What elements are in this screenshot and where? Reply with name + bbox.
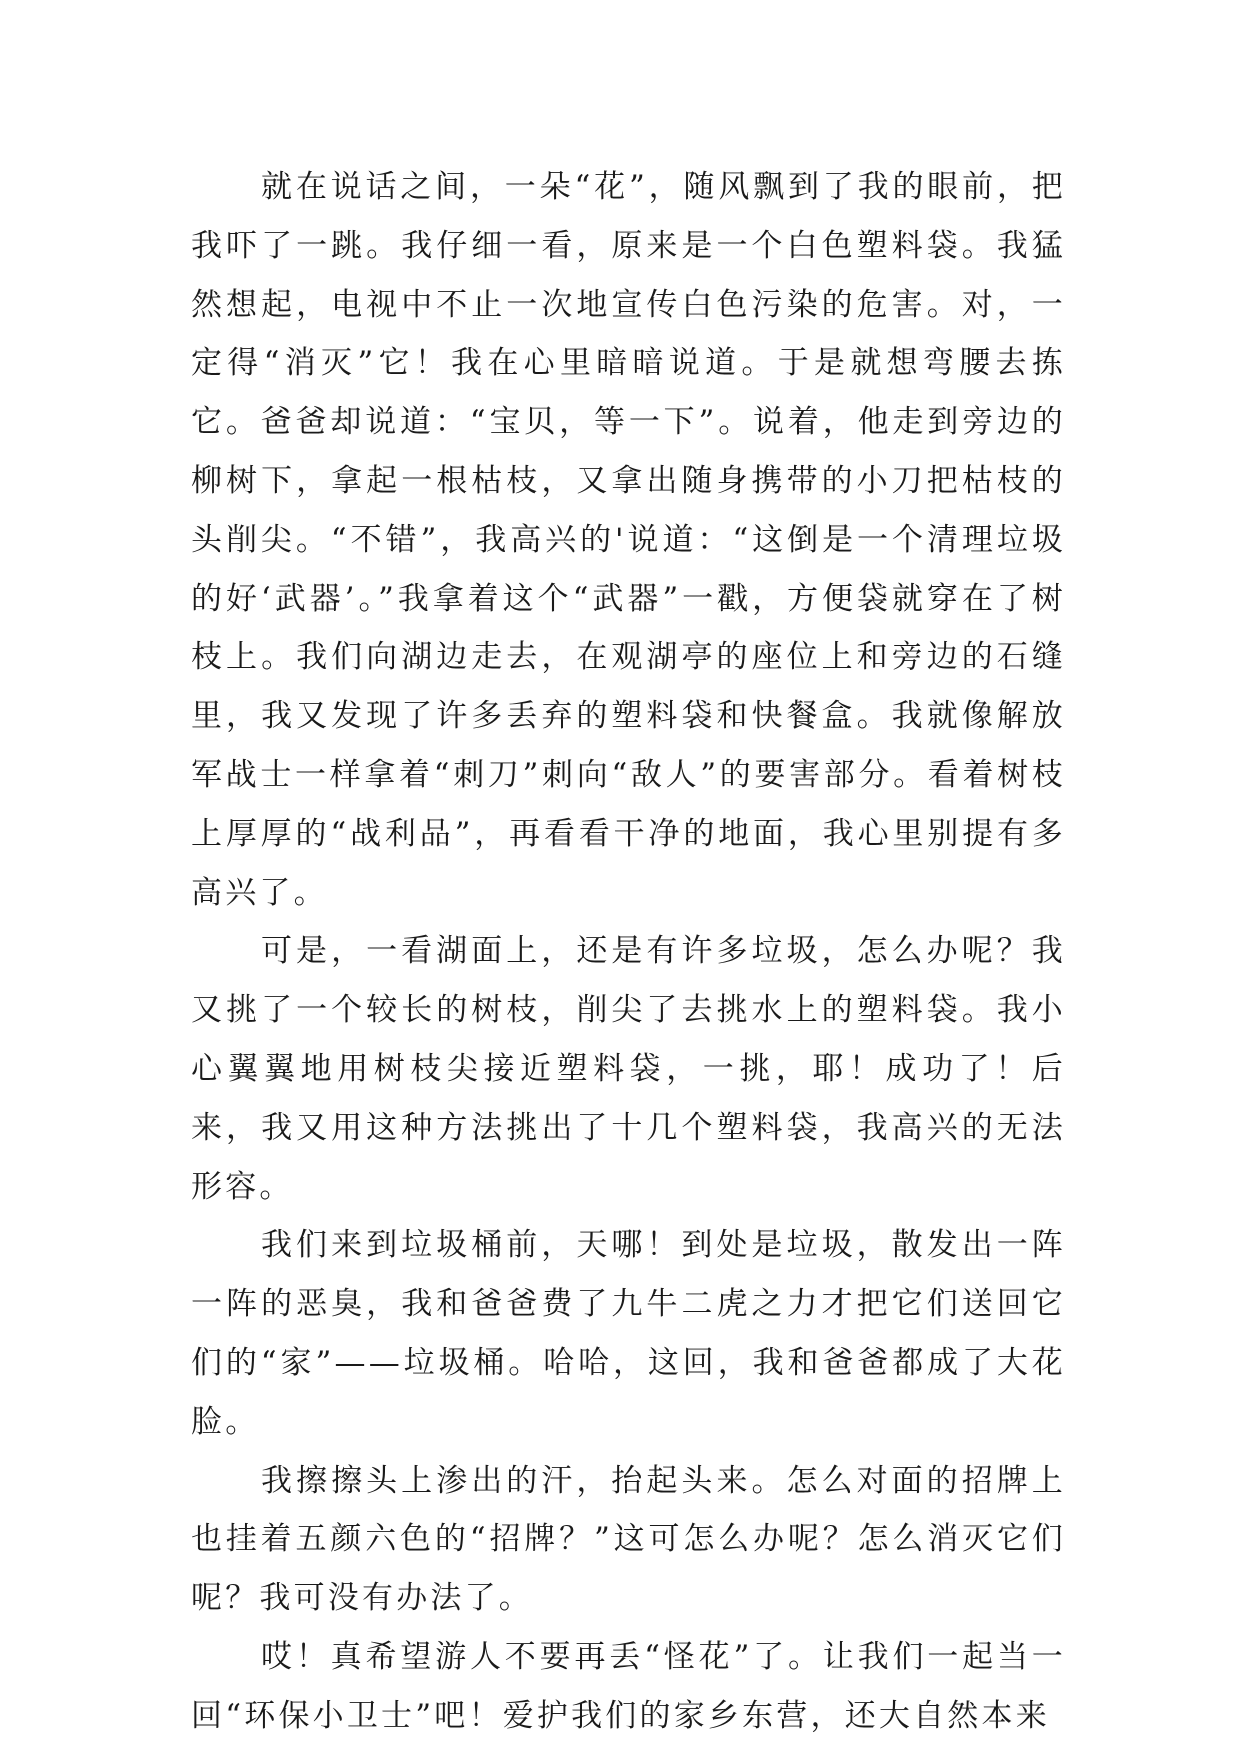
paragraph-4: 我擦擦头上渗出的汗，抬起头来。怎么对面的招牌上也挂着五颜六色的“招牌？”这可怎么办呢？怎么消灭它们呢？我可没有办法了。	[191, 1462, 1066, 1617]
paragraph-3: 我们来到垃圾桶前，天哪！到处是垃圾，散发出一阵一阵的恶臭，我和爸爸费了九牛二虎之力才把它们送回它们的“家”——垃圾桶。哈哈，这回，我和爸爸都成了大花脸。	[191, 1227, 1066, 1440]
paragraph-2: 可是，一看湖面上，还是有许多垃圾，怎么办呢？我又挑了一个较长的树枝，削尖了去挑水上的塑料袋。我小心翼翼地用树枝尖接近塑料袋，一挑，耶！成功了！后来，我又用这种方法挑出了十几个塑料袋，我高兴的无法形容。	[191, 933, 1066, 1205]
paragraph-5: 哎！真希望游人不要再丢“怪花”了。让我们一起当一回“环保小卫士”吧！爱护我们的家乡东营，还大自然本来	[191, 1638, 1066, 1734]
essay-body	[191, 158, 1066, 1746]
paragraph-1: 就在说话之间，一朵“花”，随风飘到了我的眼前，把我吓了一跳。我仔细一看，原来是一个白色塑料袋。我猛然想起，电视中不止一次地宣传白色污染的危害。对，一定得“消灭”它！我在心里暗暗说道。于是就想弯腰去拣它。爸爸却说道：“宝贝，等一下”。说着，他走到旁边的柳树下，拿起一根枯枝，又拿出随身携带的小刀把枯枝的头削尖。“不错”，我高兴的'说道：“这倒是一个清理垃圾的好‘武器’。”我拿着这个“武器”一戳，方便袋就穿在了树枝上。我们向湖边走去，在观湖亭的座位上和旁边的石缝里，我又发现了许多丢弃的塑料袋和快餐盒。我就像解放军战士一样拿着“刺刀”刺向“敌人”的要害部分。看着树枝上厚厚的“战利品”，再看看干净的地面，我心里别提有多高兴了。	[191, 169, 1066, 911]
